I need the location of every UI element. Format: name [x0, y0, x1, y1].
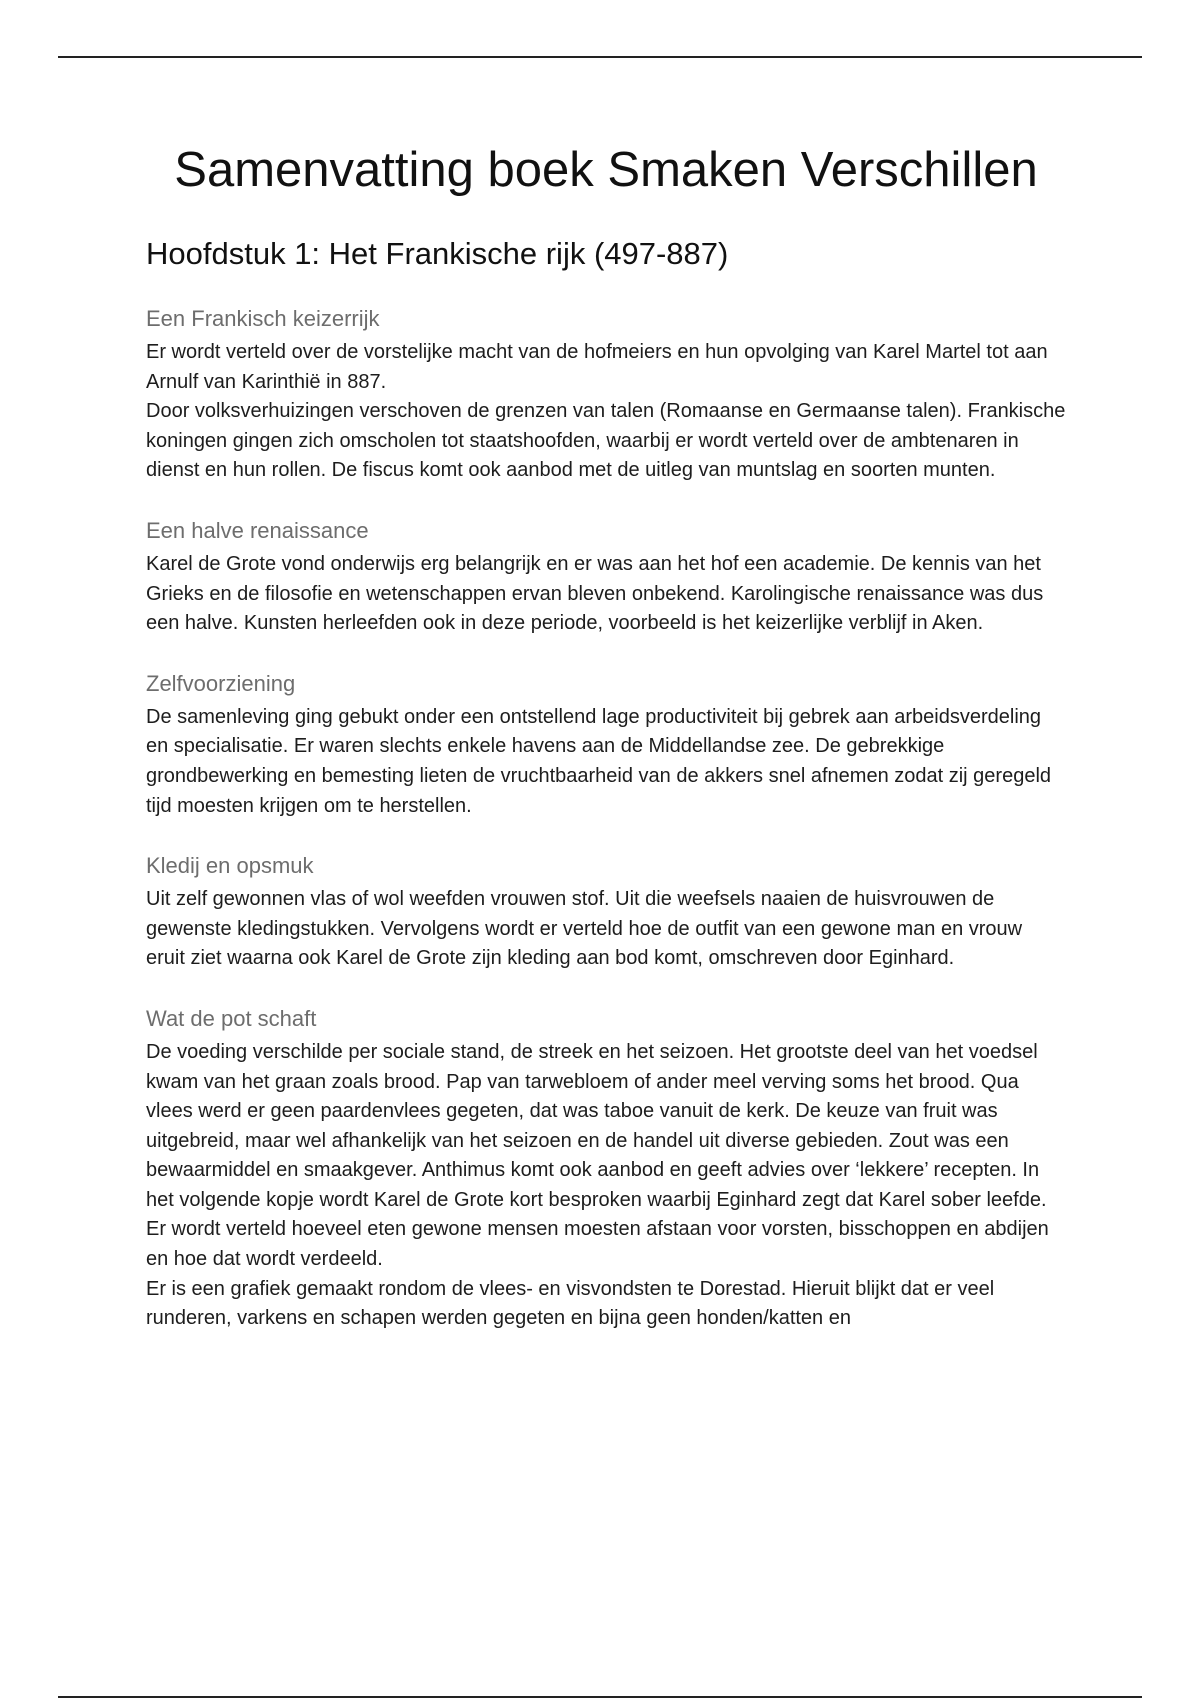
page-body	[146, 140, 1066, 1334]
paragraph: Karel de Grote vond onderwijs erg belangrijk en er was aan het hof een academie. De kennis van het Grieks en de filosofie en wetenschappen ervan bleven onbekend. Karolingische renaissance was dus een halve. Kunsten herleefden ook in deze periode, voorbeeld is het keizerlijke verblijf in Aken.	[146, 552, 1044, 635]
section-halve-renaissance	[146, 516, 1066, 639]
section-heading: Kledij en opsmuk	[146, 853, 314, 879]
section-heading: Een halve renaissance	[146, 517, 369, 543]
chapter-heading: Hoofdstuk 1: Het Frankische rijk (497-887)	[146, 236, 729, 271]
paragraph: Er wordt verteld hoeveel eten gewone mensen moesten afstaan voor vorsten, bisschoppen en abdijen en hoe dat wordt verdeeld.	[146, 1218, 1049, 1271]
bottom-rule	[58, 1696, 1142, 1698]
paragraph: Er is een grafiek gemaakt rondom de vlees- en visvondsten te Dorestad. Hieruit blijkt dat er veel runderen, varkens en schapen werden gegeten en bijna geen honden/katten en	[146, 1277, 995, 1330]
section-heading: Een Frankisch keizerrijk	[146, 306, 380, 331]
top-rule	[58, 56, 1142, 58]
section-zelfvoorziening	[146, 669, 1066, 821]
section-heading: Wat de pot schaft	[146, 1005, 317, 1031]
section-kledij-en-opsmuk	[146, 851, 1066, 974]
paragraph: Uit zelf gewonnen vlas of wol weefden vrouwen stof. Uit die weefsels naaien de huisvrouwen de gewenste kledingstukken. Vervolgens wordt er verteld hoe de outfit van een gewone man en vrouw eruit ziet waarna ook Karel de Grote zijn kleding aan bod komt, omschreven door Eginhard.	[146, 888, 1023, 970]
paragraph: De voeding verschilde per sociale stand, de streek en het seizoen. Het grootste deel van het voedsel kwam van het graan zoals brood. Pap van tarwebloem of ander meel verving soms het brood. Qua vlees werd er geen paardenvlees gegeten, dat was taboe vanuit de kerk. De keuze van fruit was uitgebreid, maar wel afhankelijk van het seizoen en de handel uit diverse gebieden. Zout was een bewaarmiddel en smaakgever. Anthimus komt ook aanbod en geeft advies over ‘lekkere’ recepten. In het volgende kopje wordt Karel de Grote kort besproken waarbij Eginhard zegt dat Karel sober leefde.	[146, 1040, 1047, 1211]
paragraph: Er wordt verteld over de vorstelijke macht van de hofmeiers en hun opvolging van Karel Martel tot aan Arnulf van Karinthië in 887.	[146, 341, 1048, 393]
paragraph: Door volksverhuizingen verschoven de grenzen van talen (Romaanse en Germaanse talen). Frankische koningen gingen zich omscholen tot staatshoofden, waarbij er wordt verteld over de ambtenaren in dienst en hun rollen. De fiscus komt ook aanbod met de uitleg van muntslag en soorten munten.	[146, 400, 1066, 482]
paragraph: De samenleving ging gebukt onder een ontstellend lage productiviteit bij gebrek aan arbeidsverdeling en specialisatie. Er waren slechts enkele havens aan de Middellandse zee. De gebrekkige grondbewerking en bemesting lieten de vruchtbaarheid van de akkers snel afnemen zodat zij geregeld tijd moesten krijgen om te herstellen.	[146, 705, 1052, 817]
section-wat-de-pot-schaft	[146, 1004, 1066, 1334]
document-title: Samenvatting boek Smaken Verschillen	[174, 143, 1038, 197]
section-frankisch-keizerrijk	[146, 304, 1066, 486]
section-heading: Zelfvoorziening	[146, 670, 296, 696]
